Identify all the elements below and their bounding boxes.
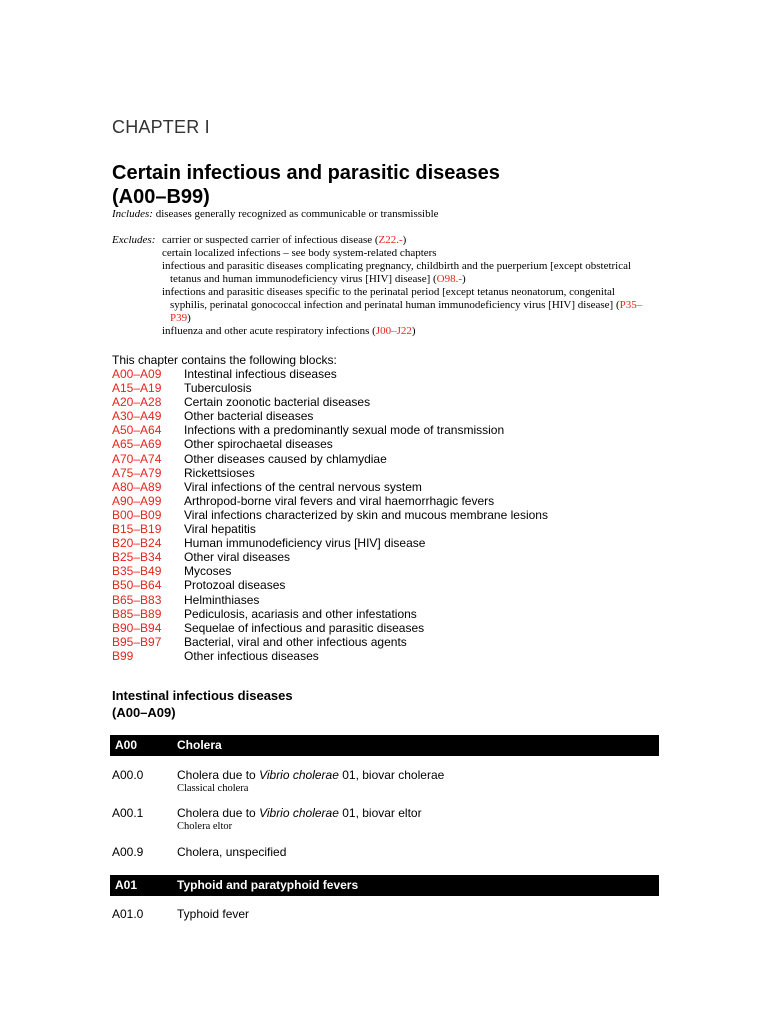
block-code-link[interactable]: A65–A69	[112, 437, 162, 452]
blocks-intro: This chapter contains the following blocks:	[112, 353, 337, 367]
excludes-code-link[interactable]: P39	[170, 312, 188, 324]
section-title-line1: Intestinal infectious diseases	[112, 688, 293, 703]
excludes-code-link[interactable]: J00–J22	[375, 325, 412, 337]
chapter-title	[112, 161, 652, 209]
block-code-link[interactable]: B35–B49	[112, 564, 162, 579]
block-row	[112, 367, 672, 381]
excludes-continuation	[162, 312, 662, 325]
block-name: Viral infections of the central nervous system	[184, 479, 422, 494]
includes-text: diseases generally recognized as communicable or transmissible	[155, 208, 439, 220]
excludes-text: syphilis, perinatal gonococcal infection and perinatal human immunodeficiency virus [HIV] disease] (	[170, 299, 620, 311]
category-name: Typhoid and paratyphoid fevers	[177, 878, 359, 892]
category-header	[110, 875, 659, 896]
block-code-link[interactable]: B00–B09	[112, 507, 162, 522]
excludes-label: Excludes:	[112, 234, 156, 246]
block-row	[112, 409, 672, 423]
excludes-text: carrier or suspected carrier of infectious disease (	[162, 234, 379, 246]
block-row	[112, 578, 672, 592]
blocks-list	[112, 367, 672, 663]
block-code-link[interactable]: A20–A28	[112, 395, 162, 410]
includes-label: Includes:	[112, 208, 153, 220]
block-code-link[interactable]: B90–B94	[112, 620, 162, 635]
block-code-link[interactable]: B99	[112, 648, 134, 663]
subcategory-name-italic: Vibrio cholerae	[259, 806, 339, 820]
excludes-code-link[interactable]: O98.-	[436, 273, 463, 285]
excludes-text: influenza and other acute respiratory infections (	[162, 325, 376, 337]
subcategory-note: Cholera eltor	[177, 821, 233, 832]
excludes-item	[162, 325, 662, 338]
excludes-text: )	[462, 273, 466, 285]
block-row	[112, 395, 672, 409]
block-code-link[interactable]: B65–B83	[112, 592, 162, 607]
excludes-continuation	[162, 273, 662, 286]
excludes-text: tetanus and human immunodeficiency virus [HIV] disease] (	[170, 273, 437, 285]
excludes-item	[162, 286, 662, 325]
block-name: Sequelae of infectious and parasitic diseases	[184, 620, 425, 635]
excludes-code-link[interactable]: Z22.-	[378, 234, 403, 246]
category-name: Cholera	[177, 738, 222, 752]
block-code-link[interactable]: B95–B97	[112, 634, 162, 649]
block-code-link[interactable]: B15–B19	[112, 522, 162, 537]
block-name: Other diseases caused by chlamydiae	[184, 451, 387, 466]
block-code-link[interactable]: B20–B24	[112, 536, 162, 551]
block-row	[112, 621, 672, 635]
block-row	[112, 466, 672, 480]
block-code-link[interactable]: A50–A64	[112, 423, 162, 438]
block-code-link[interactable]: A75–A79	[112, 465, 162, 480]
includes-note	[112, 208, 439, 221]
subcategory-note: Classical cholera	[177, 783, 249, 794]
block-code-link[interactable]: B25–B34	[112, 550, 162, 565]
block-row	[112, 550, 672, 564]
subcategory-code[interactable]: A01.0	[112, 907, 144, 921]
block-name: Pediculosis, acariasis and other infestations	[184, 606, 417, 621]
block-name: Protozoal diseases	[184, 578, 286, 593]
block-row	[112, 508, 672, 522]
block-name: Bacterial, viral and other infectious agents	[184, 634, 407, 649]
block-code-link[interactable]: A70–A74	[112, 451, 162, 466]
section-title	[112, 687, 293, 721]
subcategory-name-text: 01, biovar cholerae	[338, 768, 445, 782]
block-row	[112, 593, 672, 607]
block-name: Other viral diseases	[184, 550, 291, 565]
subcategory-name-text: Cholera due to	[177, 806, 260, 820]
block-code-link[interactable]: B85–B89	[112, 606, 162, 621]
section-title-line2: (A00–A09)	[112, 705, 176, 720]
excludes-item	[162, 234, 662, 247]
excludes-text: )	[411, 325, 416, 337]
block-row	[112, 564, 672, 578]
block-row	[112, 494, 672, 508]
block-name: Viral infections characterized by skin and mucous membrane lesions	[184, 507, 548, 522]
block-name: Tuberculosis	[184, 381, 252, 396]
block-name: Other spirochaetal diseases	[184, 437, 333, 452]
block-code-link[interactable]: B50–B64	[112, 578, 162, 593]
block-name: Other bacterial diseases	[184, 409, 314, 424]
excludes-list	[162, 234, 662, 338]
excludes-code-link[interactable]: P35–	[619, 299, 643, 311]
excludes-item	[162, 260, 662, 286]
block-name: Infections with a predominantly sexual mode of transmission	[184, 423, 505, 438]
subcategory-code[interactable]: A00.9	[112, 845, 144, 859]
subcategory-name-italic: Vibrio cholerae	[259, 768, 339, 782]
excludes-text: )	[187, 312, 191, 324]
block-row	[112, 536, 672, 550]
excludes-text: certain localized infections – see body system-related chapters	[162, 247, 437, 259]
excludes-continuation	[162, 299, 662, 312]
block-row	[112, 607, 672, 621]
subcategory-name	[177, 768, 444, 782]
excludes-text: )	[402, 234, 407, 246]
block-code-link[interactable]: A90–A99	[112, 493, 162, 508]
subcategory-code[interactable]: A00.0	[112, 768, 144, 782]
block-name: Rickettsioses	[184, 465, 255, 480]
block-row	[112, 522, 672, 536]
block-row	[112, 649, 672, 663]
block-name: Mycoses	[184, 564, 232, 579]
chapter-title-line2: (A00–B99)	[112, 186, 210, 208]
subcategory-name: Typhoid fever	[177, 907, 250, 921]
block-row	[112, 381, 672, 395]
subcategory-code[interactable]: A00.1	[112, 806, 144, 820]
excludes-item	[162, 247, 662, 260]
block-name: Other infectious diseases	[184, 648, 319, 663]
block-name: Certain zoonotic bacterial diseases	[184, 395, 371, 410]
block-name: Arthropod-borne viral fevers and viral haemorrhagic fevers	[184, 493, 495, 508]
chapter-label: CHAPTER I	[112, 117, 210, 137]
block-name: Human immunodeficiency virus [HIV] disease	[184, 536, 426, 551]
excludes-text: infections and parasitic diseases specific to the perinatal period [except tetanus neonatorum, congenital	[162, 286, 615, 298]
block-code-link[interactable]: A15–A19	[112, 381, 162, 396]
block-name: Intestinal infectious diseases	[184, 367, 337, 381]
block-row	[112, 480, 672, 494]
block-code-link[interactable]: A80–A89	[112, 479, 162, 494]
block-name: Viral hepatitis	[184, 522, 256, 537]
category-code[interactable]: A00	[115, 738, 138, 752]
block-row	[112, 423, 672, 437]
chapter-title-line1: Certain infectious and parasitic diseases	[112, 162, 500, 184]
subcategory-name	[177, 806, 422, 820]
block-name: Helminthiases	[184, 592, 260, 607]
block-code-link[interactable]: A00–A09	[112, 367, 162, 381]
category-code[interactable]: A01	[115, 878, 138, 892]
subcategory-name-text: Cholera due to	[177, 768, 260, 782]
block-row	[112, 437, 672, 451]
block-code-link[interactable]: A30–A49	[112, 409, 162, 424]
block-row	[112, 452, 672, 466]
subcategory-name-text: 01, biovar eltor	[338, 806, 422, 820]
subcategory-name: Cholera, unspecified	[177, 845, 287, 859]
block-row	[112, 635, 672, 649]
excludes-text: infectious and parasitic diseases complicating pregnancy, childbirth and the puerperium [except obstetrical	[162, 260, 632, 272]
category-header	[110, 735, 659, 756]
